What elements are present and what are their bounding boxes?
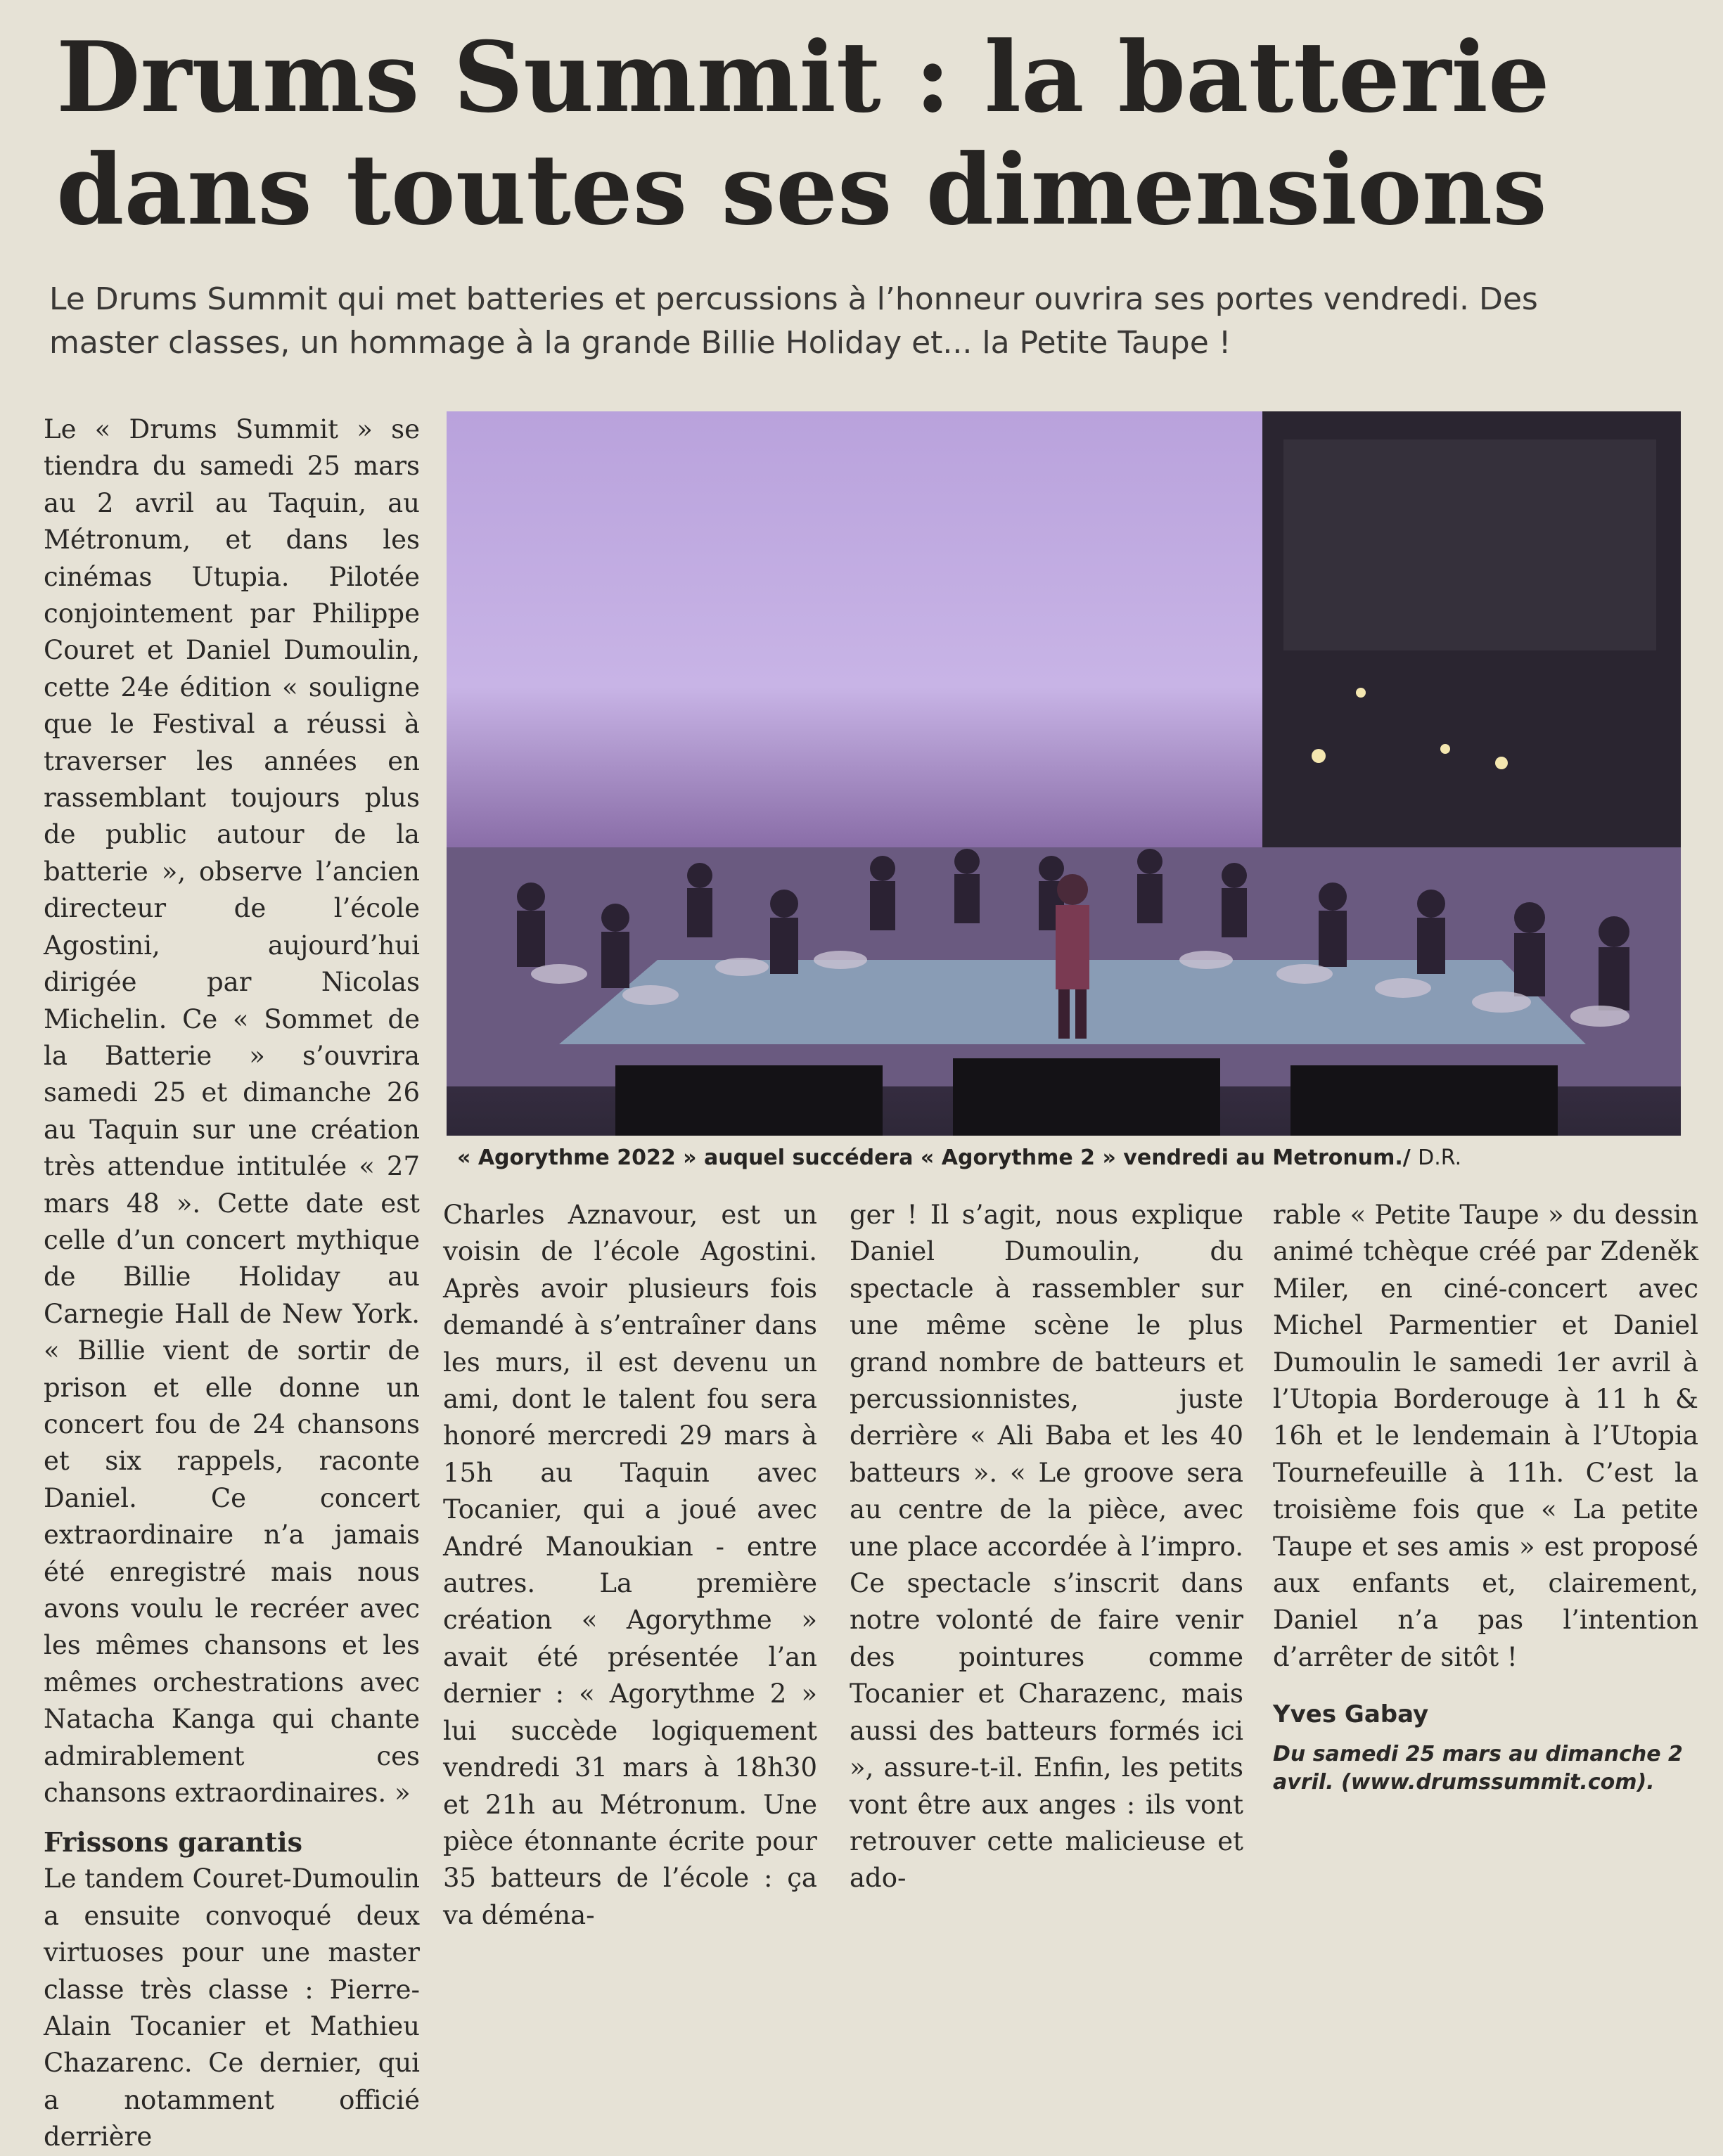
monitor-speaker bbox=[615, 1065, 883, 1136]
column-4-text: rable « Petite Taupe » du dessin animé tchèque créé par Zdeněk Miler, en ciné-concert avec Michel Parmentier et Daniel Dumoulin le samedi 1er avril à l’Utopia Borderouge à 11 h & 16h et le lendemain à l’Utopia Tournefeuille à 11h. C’est la troisième fois que « La petite Taupe et ses amis » est proposé aux enfants et, clairement, Daniel n’a pas l’intention d’arrêter de sitôt ! bbox=[1273, 1200, 1698, 1672]
subheading: Frissons garantis bbox=[44, 1826, 302, 1859]
event-info: Du samedi 25 mars au dimanche 2 avril. (www.drumssummit.com). bbox=[1273, 1742, 1683, 1795]
stage-illustration bbox=[447, 411, 1681, 1136]
standfirst: Le Drums Summit qui met batteries et percussions à l’honneur ouvrira ses portes vendredi. Des master classes, un hommage à la grande Billie Holiday et... la Petite Taupe ! bbox=[49, 281, 1538, 361]
article-column-3 bbox=[850, 1197, 1243, 1897]
headline-line-1: Drums Summit : la batterie bbox=[56, 20, 1550, 134]
article-column-4 bbox=[1273, 1197, 1698, 1797]
article-column-2 bbox=[443, 1197, 817, 1934]
stage-light-icon bbox=[1312, 749, 1326, 763]
column-2-text: Charles Aznavour, est un voisin de l’école Agostini. Après avoir plusieurs fois demandé à s’entraîner dans les murs, il est devenu un ami, dont le talent fou sera honoré mercredi 29 mars à 15h au Taquin avec Tocanier, qui a joué avec André Manoukian - entre autres. La première création « Agorythme » avait été présentée l’an dernier : « Agorythme 2 » lui succède logiquement vendredi 31 mars à 18h30 et 21h au Métronum. Une pièce étonnante écrite pour 35 batteurs de l’école : ça va déména- bbox=[443, 1200, 817, 1930]
headline bbox=[56, 21, 1674, 246]
article-column-1 bbox=[44, 411, 420, 2156]
monitor-speaker bbox=[1290, 1065, 1558, 1136]
column-3-text: ger ! Il s’agit, nous explique Daniel Dumoulin, du spectacle à rassembler sur une même scène le plus grand nombre de batteurs et percussionnistes, juste derrière « Ali Baba et les 40 batteurs ». « Le groove sera au centre de la pièce, avec une place accordée à l’impro. Ce spectacle s’inscrit dans notre volonté de faire venir des pointures comme Tocanier et Charazenc, mais aussi des batteurs formés ici », assure-t-il. Enfin, les petits vont être aux anges : ils vont retrouver cette malicieuse et ado- bbox=[850, 1200, 1243, 1894]
photo-credit: D.R. bbox=[1418, 1146, 1462, 1170]
column-1-paragraph-2: Le tandem Couret-Dumoulin a ensuite convoqué deux virtuoses pour une master classe très classe : Pierre-Alain Tocanier et Mathieu Chazarenc. Ce dernier, qui a notamment officié derrière bbox=[44, 1863, 420, 2152]
concert-photo bbox=[447, 411, 1681, 1136]
author-signature: Yves Gabay bbox=[1273, 1700, 1429, 1729]
headline-line-2: dans toutes ses dimensions bbox=[56, 132, 1547, 247]
photo-caption bbox=[457, 1143, 1695, 1174]
monitor-speaker bbox=[953, 1058, 1220, 1136]
column-1-paragraph-1: Le « Drums Summit » se tiendra du samedi 25 mars au 2 avril au Taquin, au Métronum, et dans les cinémas Utupia. Pilotée conjointement par Philippe Couret et Daniel Dumoulin, cette 24e édition « souligne que le Festival a réussi à traverser les années en rassemblant toujours plus de public autour de la batterie », observe l’ancien directeur de l’école Agostini, aujourd’hui dirigée par Nicolas Michelin. Ce « Sommet de la Batterie » s’ouvrira samedi 25 et dimanche 26 au Taquin sur une création très attendue intitulée « 27 mars 48 ». Cette date est celle d’un concert mythique de Billie Holiday au Carnegie Hall de New York. « Billie vient de sortir de prison et elle donne un concert fou de 24 chansons et six rappels, raconte Daniel. Ce concert extraordinaire n’a jamais été enregistré mais nous avons voulu le recréer avec les mêmes chansons et les mêmes orchestrations avec Natacha Kanga qui chante admirablement ces chansons extraordinaires. » bbox=[44, 414, 420, 1809]
caption-text: « Agorythme 2022 » auquel succédera « Agorythme 2 » vendredi au Metronum./ bbox=[457, 1146, 1411, 1170]
